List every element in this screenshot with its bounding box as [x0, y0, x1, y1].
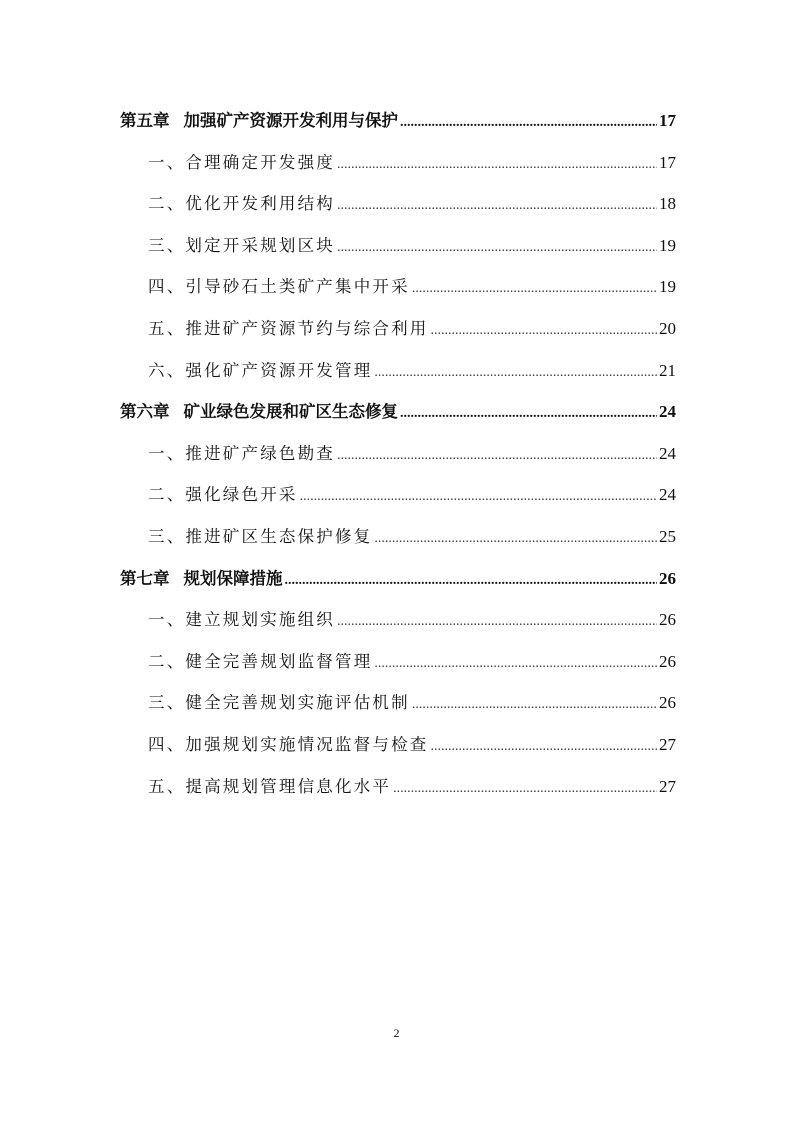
- toc-entry-number: 二、: [148, 194, 186, 214]
- toc-dot-leader: [337, 435, 657, 477]
- toc-dot-leader: [337, 227, 657, 269]
- toc-section-entry[interactable]: [120, 766, 676, 808]
- toc-entry-text: 合理确定开发强度: [185, 152, 336, 172]
- toc-entry-number: 第七章: [120, 568, 170, 588]
- toc-dot-leader: [374, 643, 657, 685]
- toc-entry-title: [148, 266, 410, 308]
- toc-entry-text: 规划保障措施: [183, 568, 283, 588]
- toc-section-entry[interactable]: [120, 308, 676, 350]
- toc-entry-title: [148, 766, 391, 808]
- toc-page-number: 27: [659, 734, 676, 754]
- toc-entry-title: [148, 474, 298, 516]
- toc-section-entry[interactable]: [120, 225, 676, 267]
- toc-page-number: 19: [659, 235, 676, 255]
- toc-dot-leader: [285, 560, 658, 602]
- toc-dot-leader: [400, 102, 657, 144]
- toc-page-number: 26: [659, 610, 676, 630]
- toc-page-number: 26: [659, 693, 676, 713]
- toc-page-number: 17: [659, 111, 676, 130]
- toc-dot-leader: [393, 768, 657, 810]
- toc-section-entry[interactable]: [120, 682, 676, 724]
- toc-section-entry[interactable]: [120, 474, 676, 516]
- toc-entry-title: [148, 599, 335, 641]
- toc-dot-leader: [374, 518, 657, 560]
- toc-page-number: 24: [659, 443, 676, 463]
- toc-entry-number: 第六章: [120, 402, 170, 422]
- toc-entry-text: 健全完善规划实施评估机制: [185, 693, 410, 713]
- toc-entry-text: 划定开采规划区块: [185, 235, 336, 255]
- toc-dot-leader: [431, 726, 657, 768]
- toc-entry-text: 引导砂石土类矿产集中开采: [185, 277, 410, 297]
- toc-section-entry[interactable]: [120, 433, 676, 475]
- toc-entry-number: 二、: [148, 485, 186, 505]
- toc-section-entry[interactable]: [120, 350, 676, 392]
- toc-page-number: 17: [659, 152, 676, 172]
- toc-entry-title: [148, 433, 335, 475]
- footer-page-number: 2: [393, 1026, 400, 1040]
- toc-entry-text: 加强规划实施情况监督与检查: [185, 734, 429, 754]
- toc-entry-number: 一、: [148, 610, 186, 630]
- toc-entry-number: 三、: [148, 526, 186, 546]
- toc-entry-title: [120, 558, 283, 600]
- toc-section-entry[interactable]: [120, 142, 676, 184]
- toc-section-entry[interactable]: [120, 599, 676, 641]
- toc-dot-leader: [337, 185, 657, 227]
- toc-section-entry[interactable]: [120, 724, 676, 766]
- toc-entry-text: 推进矿区生态保护修复: [185, 526, 373, 546]
- toc-entry-number: 四、: [148, 277, 186, 297]
- toc-entry-number: 五、: [148, 776, 186, 796]
- toc-entry-number: 五、: [148, 318, 186, 338]
- toc-page-number: 26: [659, 568, 676, 588]
- toc-entry-number: 三、: [148, 693, 186, 713]
- toc-entry-title: [120, 391, 398, 433]
- toc-entry-title: [148, 308, 429, 350]
- toc-entry-text: 推进矿产资源节约与综合利用: [185, 318, 429, 338]
- toc-dot-leader: [300, 476, 657, 518]
- toc-entry-title: [148, 516, 372, 558]
- toc-page-number: 19: [659, 277, 676, 297]
- toc-page-number: 18: [659, 194, 676, 214]
- toc-section-entry[interactable]: [120, 516, 676, 558]
- toc-entry-text: 健全完善规划监督管理: [185, 651, 373, 671]
- toc-dot-leader: [431, 310, 657, 352]
- toc-page-number: 24: [659, 402, 676, 422]
- toc-entry-text: 推进矿产绿色勘查: [185, 443, 336, 463]
- toc-page-number: 21: [659, 360, 676, 380]
- toc-section-entry[interactable]: [120, 183, 676, 225]
- toc-entry-number: 一、: [148, 443, 186, 463]
- toc-entry-title: [148, 350, 372, 392]
- toc-entry-number: 第五章: [120, 111, 170, 130]
- toc-dot-leader: [337, 144, 657, 186]
- toc-entry-text: 强化绿色开采: [185, 485, 298, 505]
- toc-entry-number: 六、: [148, 360, 186, 380]
- toc-entry-title: [148, 225, 335, 267]
- toc-entry-title: [148, 641, 372, 683]
- toc-entry-number: 三、: [148, 235, 186, 255]
- toc-section-entry[interactable]: [120, 641, 676, 683]
- toc-entry-text: 强化矿产资源开发管理: [185, 360, 373, 380]
- toc-section-entry[interactable]: [120, 266, 676, 308]
- toc-dot-leader: [374, 352, 657, 394]
- toc-entry-title: [148, 682, 410, 724]
- toc-dot-leader: [337, 601, 657, 643]
- toc-dot-leader: [412, 268, 657, 310]
- toc-page-number: 25: [659, 526, 676, 546]
- table-of-contents: [120, 100, 676, 807]
- toc-chapter-entry[interactable]: [120, 100, 676, 142]
- toc-entry-text: 加强矿产资源开发利用与保护: [183, 111, 398, 130]
- toc-entry-title: [120, 100, 398, 142]
- toc-entry-text: 提高规划管理信息化水平: [185, 776, 392, 796]
- toc-entry-number: 四、: [148, 734, 186, 754]
- toc-page-number: 26: [659, 651, 676, 671]
- toc-page-number: 27: [659, 776, 676, 796]
- toc-entry-text: 优化开发利用结构: [185, 194, 336, 214]
- toc-entry-title: [148, 183, 335, 225]
- toc-entry-text: 矿业绿色发展和矿区生态修复: [183, 402, 398, 422]
- toc-dot-leader: [400, 393, 657, 435]
- toc-page-number: 20: [659, 318, 676, 338]
- toc-entry-number: 二、: [148, 651, 186, 671]
- toc-chapter-entry[interactable]: [120, 558, 676, 600]
- toc-entry-title: [148, 724, 429, 766]
- toc-dot-leader: [412, 684, 657, 726]
- toc-entry-title: [148, 142, 335, 184]
- toc-chapter-entry[interactable]: [120, 391, 676, 433]
- toc-page-number: 24: [659, 485, 676, 505]
- toc-entry-text: 建立规划实施组织: [185, 610, 336, 630]
- toc-entry-number: 一、: [148, 152, 186, 172]
